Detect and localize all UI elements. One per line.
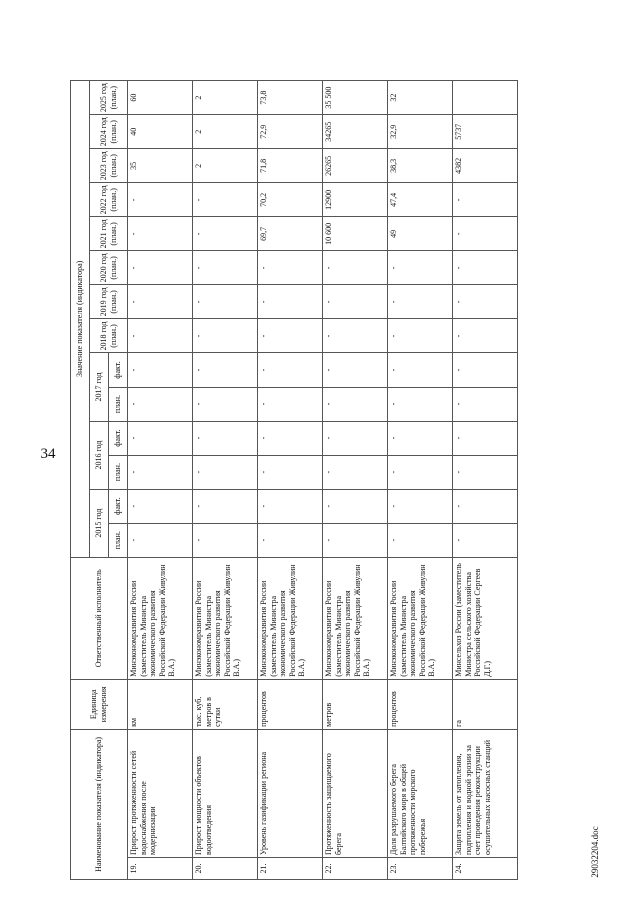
value-cell: 2 [193, 149, 258, 183]
value-cell: - [258, 421, 323, 455]
value-cell: - [453, 251, 518, 285]
indicator-name: Протяженность защищаемого берега [323, 729, 388, 857]
page-number: 34 [40, 446, 56, 462]
value-cell: - [193, 319, 258, 353]
value-cell: 12900 [323, 183, 388, 217]
header-2017-plan: план. [109, 387, 128, 421]
rotated-page-content [70, 80, 625, 880]
header-name: Наименование показателя (индикатора) [71, 729, 128, 879]
value-cell: - [323, 523, 388, 557]
indicator-name: Прирост мощности объектов водоотведения [193, 729, 258, 857]
value-cell: - [388, 455, 453, 489]
value-cell: 4382 [453, 149, 518, 183]
header-2018: 2018 год (план.) [90, 319, 128, 353]
value-cell: - [128, 353, 193, 387]
table-row [128, 81, 193, 880]
value-cell: - [323, 319, 388, 353]
header-2016-plan: план. [109, 455, 128, 489]
value-cell: - [193, 251, 258, 285]
value-cell: - [388, 523, 453, 557]
value-cell: - [323, 251, 388, 285]
value-cell: - [323, 353, 388, 387]
value-cell: - [128, 217, 193, 251]
value-cell: 35 500 [323, 81, 388, 115]
value-cell: - [193, 489, 258, 523]
value-cell: 34265 [323, 115, 388, 149]
value-cell: 38,3 [388, 149, 453, 183]
value-cell: - [323, 421, 388, 455]
header-2016: 2016 год [90, 421, 109, 489]
value-cell: 40 [128, 115, 193, 149]
indicator-name: Защита земель от затопления, подтопления и водной эрозии за счет проведения реконструкции осушительных насосных станций [453, 729, 518, 857]
value-cell: - [193, 217, 258, 251]
value-cell: - [453, 183, 518, 217]
header-2022: 2022 год (план.) [90, 183, 128, 217]
unit-cell: км [128, 679, 193, 729]
value-cell: - [128, 251, 193, 285]
value-cell: - [258, 251, 323, 285]
value-cell: - [128, 319, 193, 353]
table-body [128, 81, 518, 880]
value-cell: - [388, 387, 453, 421]
value-cell: - [388, 319, 453, 353]
responsible-cell: Минэкономразвития России (заместитель Министра экономического развития Российской Федерации Живулин В.А.) [323, 557, 388, 679]
value-cell: - [128, 455, 193, 489]
value-cell: - [258, 387, 323, 421]
responsible-cell: Минэкономразвития России (заместитель Министра экономического развития Российской Федерации Живулин В.А.) [193, 557, 258, 679]
value-cell: - [193, 421, 258, 455]
responsible-cell: Минсельхоз России (заместитель Министра сельского хозяйства Российской Федерации Сергеев Д.Г.) [453, 557, 518, 679]
header-responsible: Ответственный исполнитель [71, 557, 128, 679]
value-cell: 26265 [323, 149, 388, 183]
value-cell: - [453, 387, 518, 421]
header-2017-fact: факт. [109, 353, 128, 387]
value-cell: - [193, 183, 258, 217]
header-2024: 2024 год (план.) [90, 115, 128, 149]
value-cell: - [193, 455, 258, 489]
value-cell: - [128, 183, 193, 217]
value-cell: - [323, 489, 388, 523]
value-cell: 71,8 [258, 149, 323, 183]
responsible-cell: Минэкономразвития России (заместитель Министра экономического развития Российской Федерации Живулин В.А.) [128, 557, 193, 679]
header-2016-fact: факт. [109, 421, 128, 455]
header-2019: 2019 год (план.) [90, 285, 128, 319]
table-row [453, 81, 518, 880]
header-2015-plan: план. [109, 523, 128, 557]
indicator-name: Доля разрушаемого берега Балтийского моря в общей протяженности морского побережья [388, 729, 453, 857]
header-values-group: Значение показателя (индикатора) [71, 81, 90, 558]
table-row [193, 81, 258, 880]
row-number: 22. [323, 857, 388, 879]
unit-cell: тыс. куб. метров в сутки [193, 679, 258, 729]
value-cell: - [323, 285, 388, 319]
value-cell: - [323, 387, 388, 421]
header-unit: Единица измерения [71, 679, 128, 729]
unit-cell: га [453, 679, 518, 729]
value-cell: - [128, 489, 193, 523]
value-cell: - [193, 523, 258, 557]
row-number: 24. [453, 857, 518, 879]
value-cell: - [258, 455, 323, 489]
value-cell: 2 [193, 115, 258, 149]
unit-cell: метров [323, 679, 388, 729]
indicators-table [70, 80, 518, 880]
header-2015: 2015 год [90, 489, 109, 557]
value-cell: - [453, 285, 518, 319]
value-cell: - [128, 285, 193, 319]
header-2015-fact: факт. [109, 489, 128, 523]
value-cell: - [453, 455, 518, 489]
value-cell: - [453, 523, 518, 557]
value-cell: 35 [128, 149, 193, 183]
value-cell: - [128, 387, 193, 421]
header-2023: 2023 год (план.) [90, 149, 128, 183]
value-cell: - [128, 421, 193, 455]
value-cell: 70,2 [258, 183, 323, 217]
value-cell: 73,8 [258, 81, 323, 115]
table-row [323, 81, 388, 880]
value-cell: - [453, 217, 518, 251]
value-cell: 69,7 [258, 217, 323, 251]
responsible-cell: Минэкономразвития России (заместитель Министра экономического развития Российской Федерации Живулин В.А.) [388, 557, 453, 679]
value-cell: - [388, 353, 453, 387]
value-cell: 10 600 [323, 217, 388, 251]
indicator-name: Уровень газификации региона [258, 729, 323, 857]
value-cell: - [193, 387, 258, 421]
value-cell: - [388, 285, 453, 319]
value-cell: - [258, 353, 323, 387]
value-cell: - [128, 523, 193, 557]
value-cell: 49 [388, 217, 453, 251]
value-cell: - [193, 285, 258, 319]
indicator-name: Прирост протяженности сетей водоснабжения после модернизации [128, 729, 193, 857]
value-cell: 47,4 [388, 183, 453, 217]
row-number: 19. [128, 857, 193, 879]
value-cell: 32,9 [388, 115, 453, 149]
value-cell: - [453, 421, 518, 455]
row-number: 21. [258, 857, 323, 879]
table-row [388, 81, 453, 880]
header-2017: 2017 год [90, 353, 109, 421]
value-cell: 5737 [453, 115, 518, 149]
value-cell: - [388, 489, 453, 523]
value-cell: 72,9 [258, 115, 323, 149]
table-row [258, 81, 323, 880]
row-number: 20. [193, 857, 258, 879]
value-cell: - [258, 489, 323, 523]
value-cell: - [388, 251, 453, 285]
value-cell: - [453, 319, 518, 353]
value-cell: 32 [388, 81, 453, 115]
header-2025: 2025 год (план.) [90, 81, 128, 115]
value-cell: - [388, 421, 453, 455]
value-cell [453, 81, 518, 115]
value-cell: - [193, 353, 258, 387]
value-cell: - [258, 285, 323, 319]
value-cell: - [453, 353, 518, 387]
footer-filename: 29032204.doc [590, 826, 600, 878]
unit-cell: процентов [388, 679, 453, 729]
value-cell: - [258, 523, 323, 557]
responsible-cell: Минэкономразвития России (заместитель Министра экономического развития Российской Федерации Живулин В.А.) [258, 557, 323, 679]
value-cell: - [453, 489, 518, 523]
value-cell: 2 [193, 81, 258, 115]
unit-cell: процентов [258, 679, 323, 729]
row-number: 23. [388, 857, 453, 879]
value-cell: - [323, 455, 388, 489]
value-cell: 60 [128, 81, 193, 115]
value-cell: - [258, 319, 323, 353]
header-2021: 2021 год (план.) [90, 217, 128, 251]
header-2020: 2020 год (план.) [90, 251, 128, 285]
